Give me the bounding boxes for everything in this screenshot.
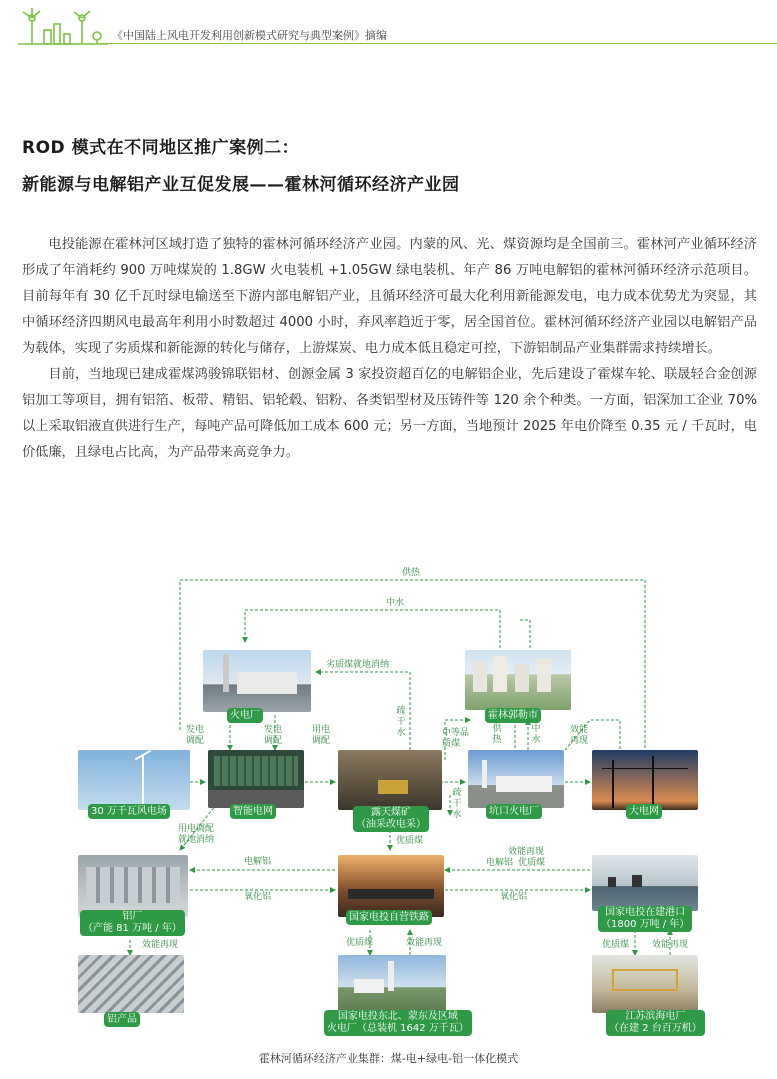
edge-gen-dispatch-1: 发电调配 [186, 725, 205, 746]
title-line-2: 新能源与电解铝产业互促发展——霍林河循环经济产业园 [22, 175, 460, 195]
thermal-plant-label: 火电厂 [227, 708, 263, 723]
page-header [0, 0, 777, 48]
edge-alumina-2: 氧化铝 [500, 892, 528, 902]
book-title: 《中国陆上风电开发利用创新模式研究与典型案例》摘编 [112, 29, 387, 42]
edge-mid-coal: 中等品质煤 [442, 728, 470, 749]
edge-heat-supply: 供热 [402, 568, 421, 578]
port-node [592, 855, 698, 911]
open-mine-name: 露天煤矿 [371, 807, 411, 818]
edge-efficiency-5: 效能再现 [652, 940, 689, 950]
circular-economy-diagram [0, 560, 777, 1040]
port-name: 国家电投在建港口 [605, 907, 686, 918]
ne-thermal-plants-node [338, 955, 446, 1013]
railway-node [338, 855, 444, 917]
jiangsu-plant-node [592, 955, 698, 1013]
railway-label: 国家电投自营铁路 [346, 910, 432, 925]
edge-heat-supply-2: 供热 [492, 724, 502, 745]
smart-grid-label: 智能电网 [230, 804, 276, 819]
body-text [22, 232, 757, 466]
open-mine-note: （油采改电采） [356, 819, 426, 830]
aluminum-plant-node [78, 855, 188, 917]
port-label [598, 906, 692, 932]
aluminum-plant-label [80, 910, 185, 936]
edge-efficiency-1: 效能再现 [570, 725, 589, 746]
jiangsu-plant-name: 江苏滨海电厂 [625, 1011, 686, 1022]
jiangsu-plant-label [606, 1010, 705, 1036]
diagram-caption: 霍林河循环经济产业集群：煤-电+绿电-铝一体化模式 [258, 1052, 519, 1065]
edge-efficiency-2: 效能再现 [508, 847, 545, 857]
ne-thermal-plants-capacity: 火电厂（总装机 1642 万千瓦） [327, 1023, 469, 1034]
open-mine-label [353, 806, 429, 832]
jiangsu-plant-note: （在建 2 台百万机） [609, 1023, 702, 1034]
port-capacity: （1800 万吨 / 年） [601, 919, 690, 930]
wind-farm-node [78, 750, 190, 810]
edge-quality-coal-4: 优质煤 [602, 940, 630, 950]
big-grid-node [592, 750, 698, 810]
aluminum-products-label: 铝产品 [104, 1012, 140, 1027]
wind-farm-label: 30 万千瓦风电场 [88, 804, 170, 819]
pit-plant-node [468, 750, 564, 808]
edge-quality-coal: 优质煤 [396, 836, 424, 846]
edge-electrolytic-al: 电解铝 [244, 857, 272, 867]
edge-electrolytic-al-2: 电解铝 [486, 858, 514, 868]
edge-reclaimed-water: 中水 [386, 598, 405, 608]
big-grid-label: 大电网 [626, 804, 662, 819]
pit-plant-label: 坑口火电厂 [486, 804, 542, 819]
ne-thermal-plants-label [324, 1010, 472, 1036]
edge-alumina: 氧化铝 [244, 892, 272, 902]
paragraph-2: 目前，当地现已建成霍煤鸿骏锦联铝材、创源金属 3 家投资超百亿的电解铝企业，先后建设了霍煤车轮、联晟轻合金创源铝加工等项目，拥有铝箔、板带、精铝、铝轮毂、铝粉、各类铝型材及压铸件等 120 余个种类。一方面，铝深加工企业 70% 以上采取铝液直供进行生产，每吨产品可降低加工成本 600 元；另一方面，当地预计 2025 年电价降至 0.35 元 / 千瓦时，电价低廉，且绿电占比高，为产品带来高竞争力。 [22, 367, 757, 460]
ne-thermal-plants-name: 国家电投东北、蒙东及区域 [337, 1011, 458, 1022]
edge-gen-dispatch-2: 发电调配 [264, 725, 283, 746]
edge-efficiency-4: 效能再现 [406, 938, 443, 948]
edge-poor-coal: 劣质煤就地消纳 [326, 660, 390, 670]
open-mine-node [338, 750, 442, 810]
edge-reclaimed-water-2: 中水 [531, 724, 541, 745]
edge-efficiency-3: 效能再现 [142, 940, 179, 950]
city-label: 霍林郭勒市 [485, 708, 541, 723]
edge-power-dispatch: 用电调配 [312, 725, 331, 746]
smart-grid-node [208, 750, 304, 808]
thermal-plant-node [203, 650, 311, 712]
aluminum-plant-name: 铝厂 [122, 911, 143, 922]
paragraph-1: 电投能源在霍林河区域打造了独特的霍林河循环经济产业园。内蒙的风、光、煤资源均是全国前三。霍林河产业循环经济形成了年消耗约 900 万吨煤炭的 1.8GW 火电装机 +1.05GW 绿电装机、年产 86 万吨电解铝的霍林河循环经济示范项目。目前每年有 30 亿千瓦时绿电输送至下游内部电解铝产业，且循环经济可最大化利用新能源发电，电力成本优势尤为突显，其中循环经济四期风电最高年利用小时数超过 4000 小时，弃风率趋近于零，居全国首位。霍林河循环经济产业园以电解铝产品为载体，实现了劣质煤和新能源的转化与储存，上游煤炭、电力成本低且稳定可控，下游铝制品产业集群需求持续增长。 [22, 237, 757, 356]
aluminum-products-node [78, 955, 184, 1013]
edge-dredge-water: 疏干水 [396, 706, 406, 738]
edge-quality-coal-2: 优质煤 [518, 858, 546, 868]
edge-quality-coal-3: 优质煤 [346, 938, 374, 948]
wind-city-logo-icon [18, 8, 108, 46]
aluminum-plant-capacity: （产能 81 万吨 / 年） [83, 923, 182, 934]
title-line-1: ROD 模式在不同地区推广案例二： [22, 138, 300, 158]
edge-dredge-water-2: 疏干水 [452, 788, 462, 820]
header-divider [100, 43, 777, 44]
edge-local-consume: 用电调配就地消纳 [178, 824, 215, 845]
city-node [465, 650, 571, 710]
